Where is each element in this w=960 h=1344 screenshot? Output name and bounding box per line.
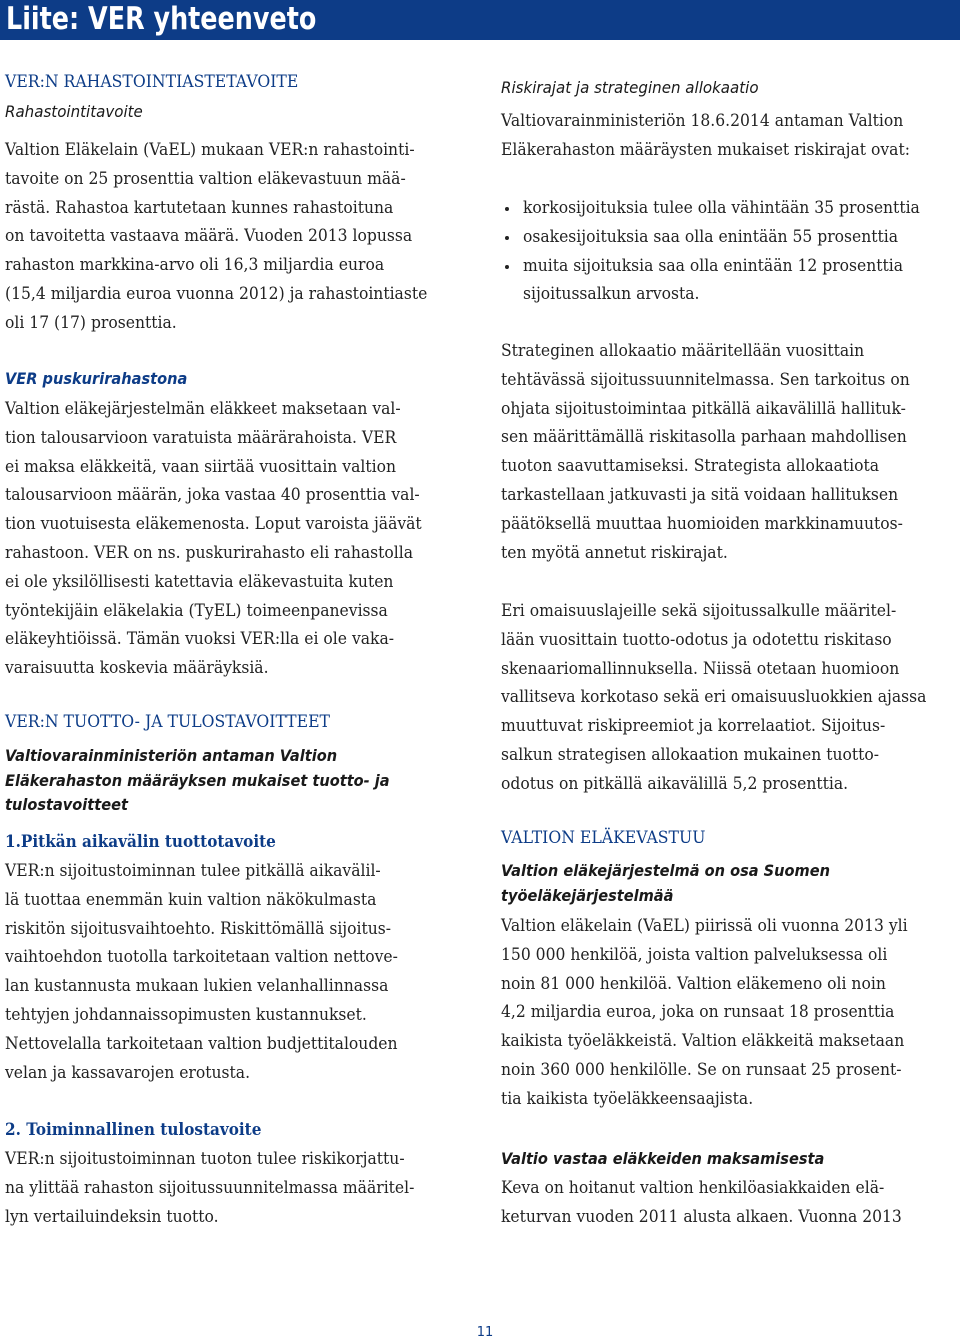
subheading-buffer-fund: VER puskurirahastona: [5, 369, 188, 388]
text-line: Valtion eläkelain (VaEL) piirissä oli vuonna 2013 yli: [501, 916, 908, 935]
subheading-line: työeläkejärjestelmää: [501, 885, 674, 905]
list-item: korkosijoituksia tulee olla vähintään 35 prosenttia: [523, 198, 920, 217]
text-line: noin 360 000 henkilölle. Se on runsaat 25 prosent-: [501, 1060, 902, 1079]
subheading-line: Valtiovarainministeriön antaman Valtion: [5, 746, 338, 765]
text-line: 150 000 henkilöä, joista valtion palveluksessa oli: [501, 944, 888, 964]
text-line: ei ole yksilöllisesti katettavia eläkevastuita kuten: [5, 571, 394, 591]
bullet-icon: [505, 265, 509, 269]
text-line: eläkeyhtiöissä. Tämän vuoksi VER:lla ei ole vaka-: [5, 629, 395, 649]
text-line: päätöksellä muuttaa huomioiden markkinamuutos-: [501, 513, 903, 533]
text-line: ten myötä annetut riskirajat.: [501, 542, 728, 562]
item-heading-operational-target: 2. Toiminnallinen tulostavoite: [5, 1120, 262, 1139]
text-line: varaisuutta koskevia määräyksiä.: [5, 658, 269, 678]
text-line: Strateginen allokaatio määritellään vuosittain: [501, 341, 865, 360]
subheading-risk-limits: Riskirajat ja strateginen allokaatio: [501, 78, 759, 97]
text-line: VER:n sijoitustoiminnan tulee pitkällä aikavälil-: [5, 861, 381, 880]
text-line: (15,4 miljardia euroa vuonna 2012) ja rahastointiaste: [5, 284, 428, 303]
text-line: skenaariomallinnuksella. Niissä otetaan huomioon: [501, 658, 900, 678]
text-line: lan kustannusta mukaan lukien velanhallinnassa: [5, 976, 389, 996]
subheading-line: Valtion eläkejärjestelmä on osa Suomen: [501, 861, 830, 880]
bullet-icon: [505, 236, 509, 240]
text-line: tuoton saavuttamiseksi. Strategista allokaatiota: [501, 456, 880, 476]
text-line: rästä. Rahastoa kartutetaan kunnes rahastoituna: [5, 197, 394, 217]
text-line: ohjata sijoitustoimintaa pitkällä aikavälillä hallituk-: [501, 398, 906, 418]
text-line: na ylittää rahaston sijoitussuunnitelmassa määritel-: [5, 1177, 415, 1197]
text-line: lään vuosittain tuotto-odotus ja odotettu riskitaso: [501, 629, 892, 649]
text-line: rahastoon. VER on ns. puskurirahasto eli rahastolla: [5, 543, 414, 562]
text-line: työntekijäin eläkelakia (TyEL) toimeenpanevissa: [5, 600, 388, 620]
list-item: osakesijoituksia saa olla enintään 55 prosenttia: [523, 226, 899, 246]
text-line: Keva on hoitanut valtion henkilöasiakkaiden elä-: [501, 1178, 885, 1197]
text-line: tehtyjen johdannaissopimusten kustannukset.: [5, 1005, 367, 1024]
text-line: riskitön sijoitusvaihtoehto. Riskittömällä sijoitus-: [5, 918, 392, 938]
text-line: keturvan vuoden 2011 alusta alkaen. Vuonna 2013: [501, 1206, 902, 1226]
text-line: vaihtoehdon tuotolla tarkoitetaan valtion nettove-: [5, 947, 398, 967]
risk-limits-list-tail: sijoitussalkun arvosta.: [523, 284, 700, 303]
text-line: Valtion eläkejärjestelmän eläkkeet maksetaan val-: [5, 399, 401, 418]
text-line: oli 17 (17) prosenttia.: [5, 312, 177, 332]
bullet-icon: [505, 207, 509, 211]
text-line: ei maksa eläkkeitä, vaan siirtää vuosittain valtion: [5, 456, 396, 476]
text-line: Nettovelalla tarkoitetaan valtion budjettitalouden: [5, 1033, 398, 1053]
page-title: Liite: VER yhteenveto: [6, 1, 317, 37]
text-line: Eri omaisuuslajeille sekä sijoitussalkulle määritel-: [501, 601, 897, 620]
text-line: tion vuotuisesta eläkemenosta. Loput varoista jäävät: [5, 514, 422, 534]
text-line: lyn vertailuindeksin tuotto.: [5, 1206, 219, 1226]
subheading-line: Eläkerahaston määräyksen mukaiset tuotto- ja: [5, 770, 390, 790]
page-number: 11: [476, 1325, 494, 1340]
subheading-funding-target: Rahastointitavoite: [5, 102, 143, 121]
section-heading-funding-target: VER:N RAHASTOINTIASTETAVOITE: [5, 72, 299, 91]
item-heading-long-term-target: 1.Pitkän aikavälin tuottotavoite: [5, 832, 276, 851]
list-item: muita sijoituksia saa olla enintään 12 prosenttia: [523, 255, 904, 275]
text-line: 4,2 miljardia euroa, joka on runsaat 18 prosenttia: [501, 1002, 895, 1022]
text-line: Valtiovarainministeriön 18.6.2014 antaman Valtion: [501, 111, 904, 130]
text-line: Valtion Eläkelain (VaEL) mukaan VER:n rahastointi-: [5, 140, 415, 159]
text-line: tavoite on 25 prosenttia valtion eläkevastuun mää-: [5, 168, 406, 188]
text-line: muuttuvat riskipreemiot ja korrelaatiot. Sijoitus-: [501, 716, 886, 736]
text-line: odotus on pitkällä aikavälillä 5,2 prosenttia.: [501, 773, 849, 793]
text-line: tarkastellaan jatkuvasti ja sitä voidaan hallituksen: [501, 485, 899, 504]
text-line: noin 81 000 henkilöä. Valtion eläkemeno oli noin: [501, 973, 886, 993]
text-line: sen määrittämällä riskitasolla parhaan mahdollisen: [501, 427, 907, 447]
text-line: tehtävässä sijoitussuunnitelmassa. Sen tarkoitus on: [501, 369, 910, 389]
text-line: kaikista työeläkkeistä. Valtion eläkkeitä maksetaan: [501, 1031, 905, 1051]
title-bar: [0, 0, 960, 40]
text-line: lä tuottaa enemmän kuin valtion näkökulmasta: [5, 889, 377, 909]
subheading-line: tulostavoitteet: [5, 795, 128, 814]
text-line: tion talousarvioon varatuista määrärahoista. VER: [5, 427, 397, 447]
text-line: salkun strategisen allokaation mukainen tuotto-: [501, 745, 880, 764]
section-heading-pension-liability: VALTION ELÄKEVASTUU: [501, 828, 706, 847]
text-line: Eläkerahaston määräysten mukaiset riskirajat ovat:: [501, 139, 910, 159]
text-line: vallitseva korkotaso sekä eri omaisuusluokkien ajassa: [501, 687, 927, 707]
text-line: velan ja kassavarojen erotusta.: [5, 1062, 251, 1082]
text-line: rahaston markkina-arvo oli 16,3 miljardia euroa: [5, 255, 385, 275]
text-line: on tavoitetta vastaava määrä. Vuoden 2013 lopussa: [5, 226, 413, 246]
subheading-pension-payments: Valtio vastaa eläkkeiden maksamisesta: [501, 1149, 825, 1168]
section-heading-return-targets: VER:N TUOTTO- JA TULOSTAVOITTEET: [5, 712, 330, 731]
text-line: talousarvioon määrän, joka vastaa 40 prosenttia val-: [5, 485, 420, 505]
text-line: VER:n sijoitustoiminnan tuoton tulee riskikorjattu-: [5, 1149, 405, 1168]
text-line: tia kaikista työeläkkeensaajista.: [501, 1088, 754, 1108]
